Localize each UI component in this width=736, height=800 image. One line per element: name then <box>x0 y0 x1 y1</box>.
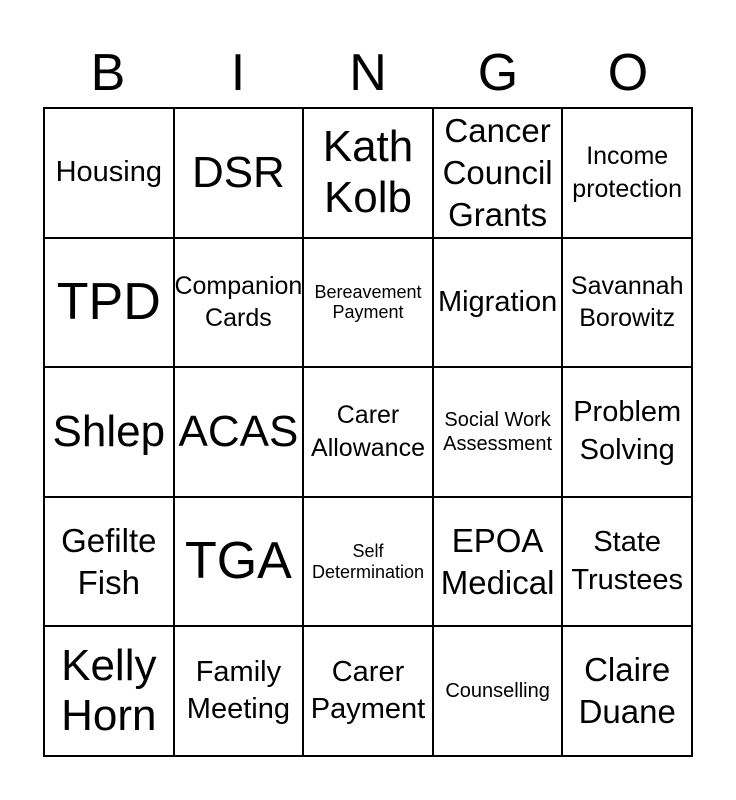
bingo-cell[interactable] <box>304 239 434 369</box>
cell-label: Family Meeting <box>186 655 290 726</box>
header-letter-n: N <box>349 44 387 102</box>
bingo-header <box>43 40 693 106</box>
bingo-cell[interactable] <box>45 627 175 757</box>
cell-label: TGA <box>184 532 292 591</box>
bingo-cell[interactable] <box>434 368 564 498</box>
cell-label: State Trustees <box>571 525 684 596</box>
cell-label: Social Work Assessment <box>443 408 553 455</box>
cell-label: Claire Duane <box>578 651 676 731</box>
bingo-cell[interactable] <box>434 109 564 239</box>
bingo-cell[interactable] <box>563 627 693 757</box>
cell-label: Savannah Borowitz <box>570 271 684 333</box>
bingo-card <box>43 107 693 757</box>
bingo-cell[interactable] <box>304 627 434 757</box>
bingo-cell[interactable] <box>45 239 175 369</box>
bingo-cell[interactable] <box>304 498 434 628</box>
bingo-cell[interactable] <box>175 627 305 757</box>
bingo-cell[interactable] <box>45 109 175 239</box>
cell-label: Problem Solving <box>573 396 682 466</box>
bingo-cell[interactable] <box>175 239 305 369</box>
cell-label: Carer Payment <box>310 655 426 726</box>
cell-label: Companion Cards <box>174 271 303 333</box>
header-letter-g: G <box>477 44 519 102</box>
bingo-cell[interactable] <box>563 368 693 498</box>
bingo-cell[interactable] <box>304 109 434 239</box>
cell-label: Bereavement Payment <box>314 282 422 323</box>
header-letter-o: O <box>607 44 649 102</box>
cell-label: Kelly Horn <box>61 640 157 741</box>
bingo-cell[interactable] <box>434 498 564 628</box>
cell-label: Carer Allowance <box>311 401 425 462</box>
bingo-cell[interactable] <box>304 368 434 498</box>
bingo-cell[interactable] <box>175 498 305 628</box>
bingo-cell[interactable] <box>175 368 305 498</box>
bingo-cell[interactable] <box>434 627 564 757</box>
cell-label: TPD <box>56 273 161 332</box>
cell-label: Shlep <box>52 406 166 456</box>
bingo-cell[interactable] <box>45 498 175 628</box>
cell-label: Cancer Council Grants <box>442 111 553 233</box>
cell-label: Income protection <box>572 142 683 203</box>
cell-label: Gefilte Fish <box>61 521 157 601</box>
cell-label: DSR <box>191 147 285 197</box>
bingo-cell[interactable] <box>175 109 305 239</box>
header-letter-i: I <box>230 44 246 102</box>
cell-label: Housing <box>55 155 162 188</box>
bingo-cell[interactable] <box>563 239 693 369</box>
cell-label: ACAS <box>178 406 299 456</box>
bingo-cell[interactable] <box>45 368 175 498</box>
cell-label: Self Determination <box>311 541 425 582</box>
cell-label: EPOA Medical <box>440 521 555 601</box>
header-letter-b: B <box>90 44 126 102</box>
cell-label: Kath Kolb <box>322 122 414 222</box>
bingo-cell[interactable] <box>563 498 693 628</box>
bingo-cell[interactable] <box>563 109 693 239</box>
cell-label: Counselling <box>445 680 550 702</box>
bingo-cell[interactable] <box>434 239 564 369</box>
cell-label: Migration <box>437 285 558 318</box>
